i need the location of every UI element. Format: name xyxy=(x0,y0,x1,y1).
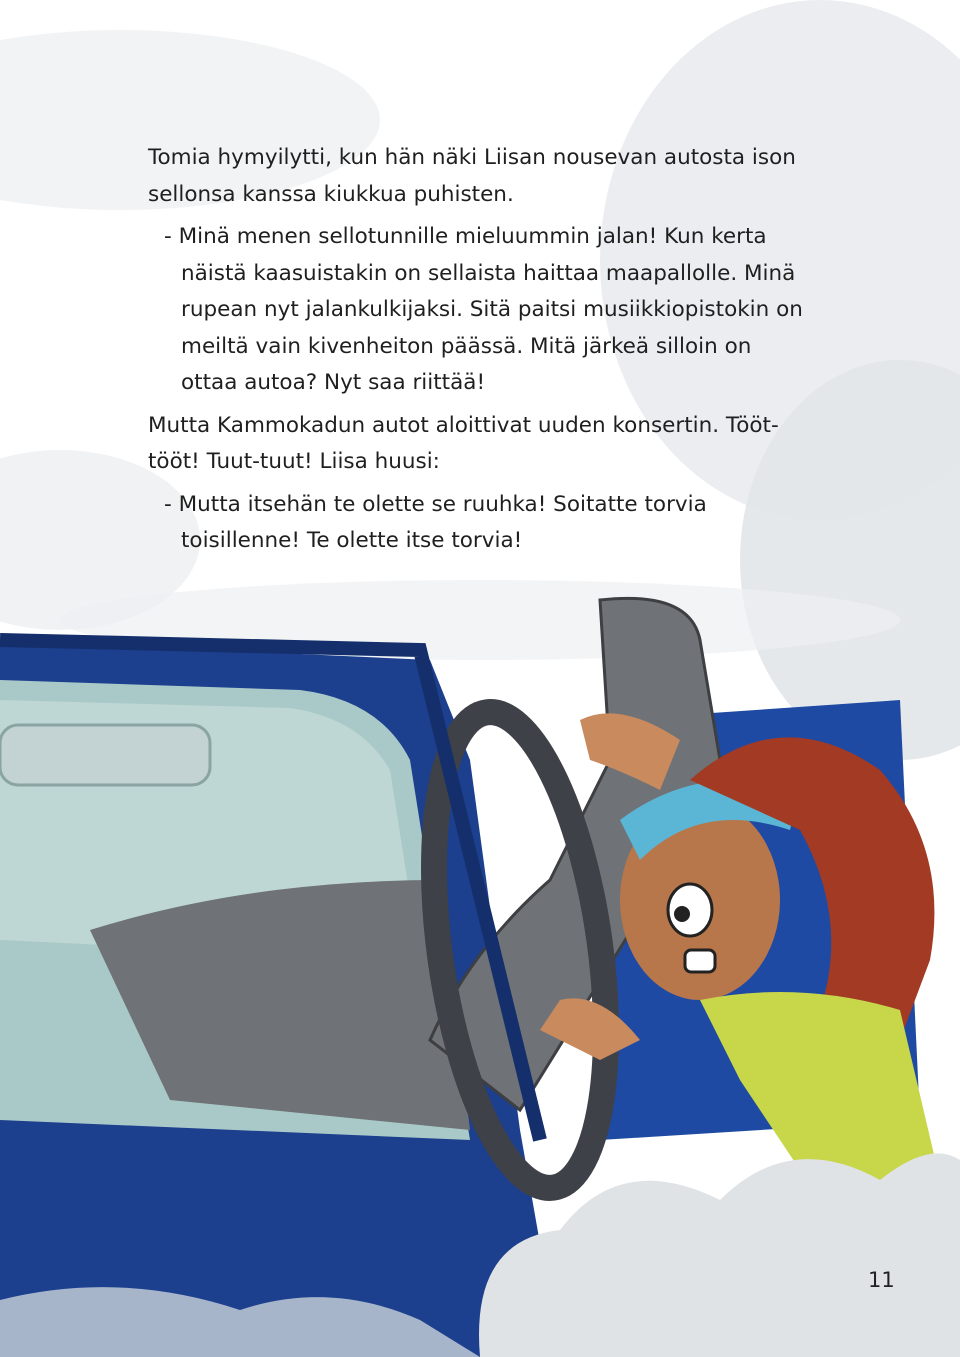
dialogue-1: - Minä menen sellotunnille mieluummin jalan! Kun kerta näistä kaasuistakin on sellaista haittaa maapallolle. Minä rupean nyt jalankulkijaksi. Sitä paitsi musiikkiopistokin on meiltä vain kivenheiton päässä. Mitä järkeä silloin on ottaa autoa? Nyt saa riittää! xyxy=(164,224,803,395)
paragraph-2: Mutta Kammokadun autot aloittivat uuden konsertin. Tööt-tööt! Tuut-tuut! Liisa huusi: xyxy=(148,412,779,474)
rearview-mirror xyxy=(0,725,210,785)
paragraph-1: Tomia hymyilytti, kun hän näki Liisan nousevan autosta ison sellonsa kanssa kiukkua puhisten. xyxy=(148,145,796,207)
page-number: 11 xyxy=(868,1268,895,1292)
story-text xyxy=(148,140,808,560)
dialogue-2: - Mutta itsehän te olette se ruuhka! Soitatte torvia toisillenne! Te olette itse torvia! xyxy=(164,491,707,553)
